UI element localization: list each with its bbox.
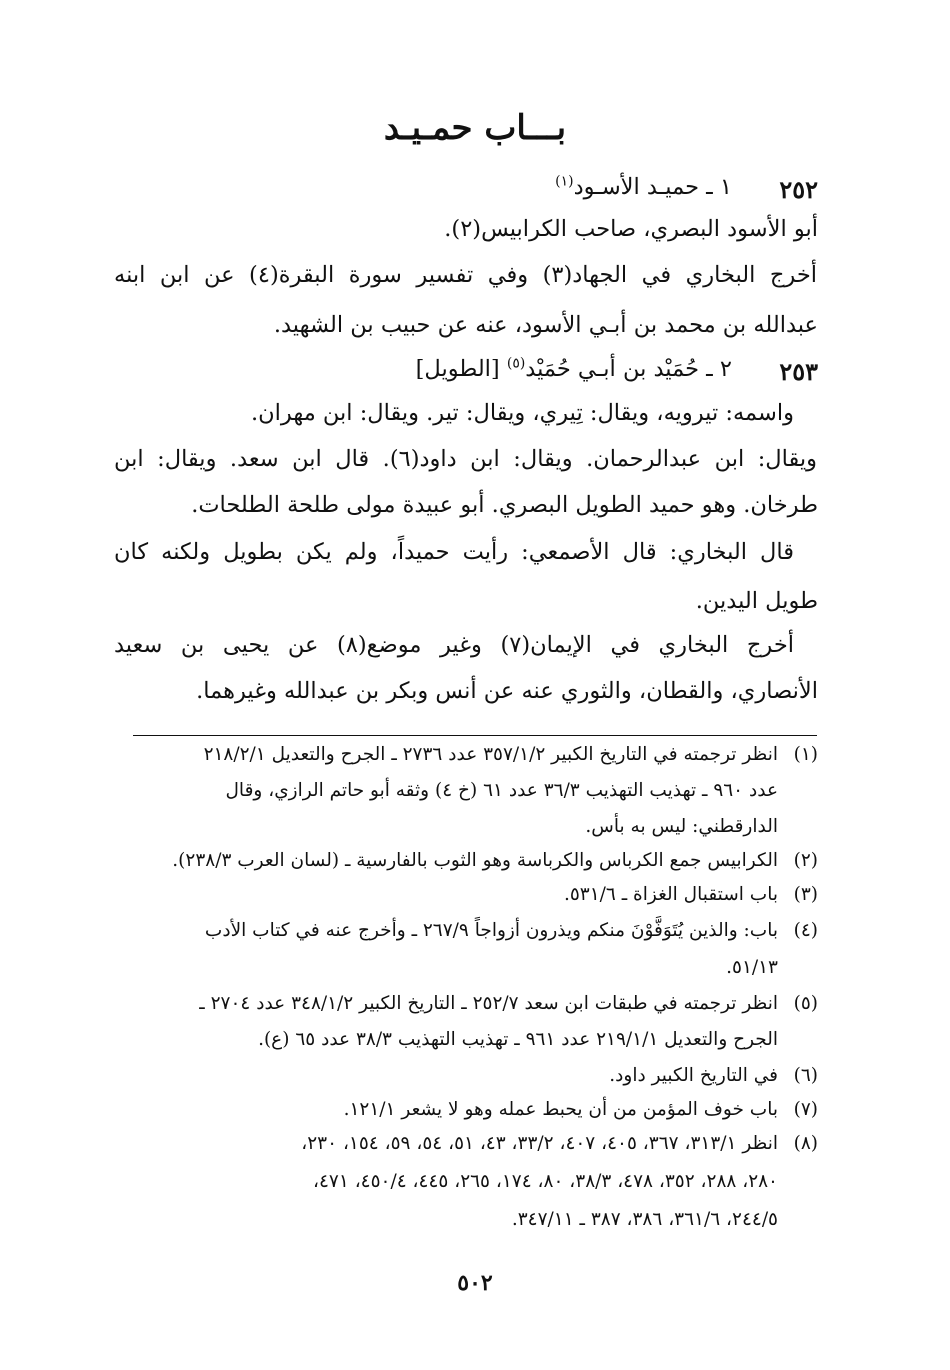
footnote-line: ٥١/١٣. bbox=[726, 957, 778, 978]
footnote bbox=[199, 995, 818, 1014]
footnote bbox=[204, 746, 818, 765]
footnote-text: باب: والذين يُتَوَفَّوْنَ منكم ويذرون أزواجاً ٢٦٧/٩ ـ وأخرج عنه في كتاب الأدب bbox=[204, 920, 778, 941]
entry-line: طويل اليدين. bbox=[695, 588, 818, 614]
entry-line: طرخان. وهو حميد الطويل البصري. أبو عبيدة مولى طلحة الطلحات. bbox=[191, 492, 818, 518]
footnote-ref: (٥) bbox=[506, 355, 526, 372]
footnote bbox=[172, 852, 818, 871]
footnote-marker: (٢) bbox=[793, 850, 818, 871]
footnote bbox=[344, 1101, 818, 1120]
footnote bbox=[205, 922, 818, 941]
footnote-marker: (٧) bbox=[793, 1099, 818, 1120]
footnote-marker: (٤) bbox=[793, 920, 818, 941]
footnote-marker: (١) bbox=[793, 744, 818, 765]
entry-line: ويقال: ابن عبدالرحمان. ويقال: ابن داود(٦). قال ابن سعد. ويقال: ابن bbox=[114, 446, 817, 472]
entry-line: أبو الأسود البصري، صاحب الكرابيس(٢). bbox=[444, 216, 818, 242]
footnote-marker: (٦) bbox=[793, 1065, 818, 1086]
entry-heading bbox=[555, 173, 732, 200]
footnote-line: عدد ٩٦٠ ـ تهذيب التهذيب ٣٦/٣ عدد ٦١ (خ ٤) وثقه أبو حاتم الرازي، وقال bbox=[225, 780, 778, 801]
footnote-text: باب استقبال الغزاة ـ ٥٣١/٦. bbox=[563, 884, 778, 905]
footnote-ref: (١) bbox=[555, 173, 574, 190]
entry-line: واسمه: تيرويه، ويقال: تِيري، ويقال: تير. ويقال: ابن مهران. bbox=[251, 400, 794, 426]
footnote-line: الدارقطني: ليس به بأس. bbox=[585, 816, 778, 837]
footnote-line: ٢٤٤/٥، ٣٦١/٦، ٣٨٦، ٣٨٧ ـ ٣٤٧/١١. bbox=[511, 1209, 778, 1230]
footnote bbox=[301, 1135, 818, 1154]
entry-line: الأنصاري، والقطان، والثوري عنه عن أنس وبكر بن عبدالله وغيرهما. bbox=[196, 678, 818, 704]
footnote-text: انظر ترجمته في التاريخ الكبير ٣٥٧/١/٢ عدد ٢٧٣٦ ـ الجرح والتعديل ٢١٨/٢/١ bbox=[203, 744, 778, 765]
entry-number: ٢٥٣ bbox=[779, 357, 818, 386]
footnote-text: انظر ٣١٣/١، ٣٦٧، ٤٠٥، ٤٠٧، ٣٣/٢، ٤٣، ٥١، ٥٤، ٥٩، ١٥٤، ٢٣٠، bbox=[301, 1133, 778, 1154]
footnote-line: الجرح والتعديل ٢١٩/١/١ عدد ٩٦١ ـ تهذيب التهذيب ٣٨/٣ عدد ٦٥ (ع). bbox=[258, 1029, 778, 1050]
entry-heading bbox=[415, 355, 732, 382]
entry-heading-text: ٢ ـ حُمَيْد بن أبـي حُمَيْد bbox=[525, 356, 732, 382]
footnote-separator bbox=[133, 735, 817, 736]
footnote-text: الكرابيس جمع الكرباس والكرباسة وهو الثوب بالفارسية ـ (لسان العرب ٢٣٨/٣). bbox=[172, 850, 778, 871]
footnote-marker: (٣) bbox=[793, 884, 818, 905]
entry-line: أخرج البخاري في الجهاد(٣) وفي تفسير سورة البقرة(٤) عن ابن ابنه bbox=[114, 262, 817, 288]
footnote bbox=[609, 1067, 818, 1086]
entry-line: أخرج البخاري في الإيمان(٧) وغير موضع(٨) عن يحيى بن سعيد bbox=[114, 632, 795, 658]
footnote-text: باب خوف المؤمن من أن يحبط عمله وهو لا يشعر ١٢١/١. bbox=[343, 1099, 778, 1120]
footnote-marker: (٥) bbox=[793, 993, 818, 1014]
entry-heading-tail: [الطويل] bbox=[415, 356, 500, 382]
footnote-text: في التاريخ الكبير داود. bbox=[609, 1065, 778, 1086]
footnote-text: انظر ترجمته في طبقات ابن سعد ٢٥٢/٧ ـ التاريخ الكبير ٣٤٨/١/٢ عدد ٢٧٠٤ ـ bbox=[199, 993, 778, 1014]
page-number: ٥٠٢ bbox=[457, 1270, 493, 1296]
footnote-marker: (٨) bbox=[793, 1133, 818, 1154]
entry-line: عبدالله بن محمد بن أبـي الأسود، عنه عن حبيب بن الشهيد. bbox=[273, 312, 818, 338]
entry-line: قال البخاري: قال الأصمعي: رأيت حميداً، ولم يكن بطويل ولكنه كان bbox=[114, 539, 794, 565]
chapter-title: بـــاب حمـيـد bbox=[383, 108, 567, 148]
entry-heading-text: ١ ـ حميـد الأسـود bbox=[573, 174, 732, 200]
footnote bbox=[564, 886, 818, 905]
entry-number: ٢٥٢ bbox=[779, 175, 818, 204]
footnote-line: ٢٨٠، ٢٨٨، ٣٥٢، ٤٧٨، ٣٨/٣، ٨٠، ١٧٤، ٢٦٥، ٤٤٥، ٤٥٠/٤، ٤٧١، bbox=[313, 1171, 778, 1192]
